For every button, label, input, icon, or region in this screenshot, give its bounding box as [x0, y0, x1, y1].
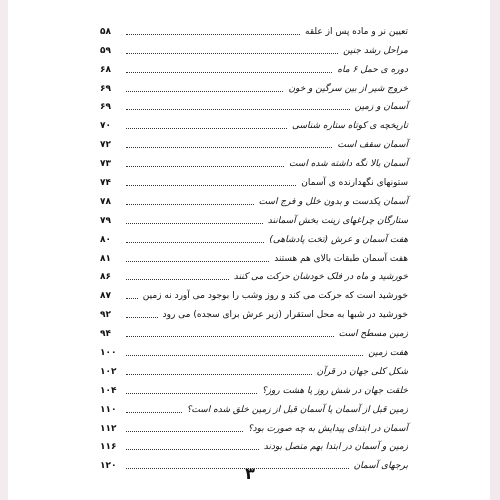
page-edge-left [0, 0, 8, 500]
dot-leader [126, 354, 363, 356]
page-edge-right [490, 0, 500, 500]
toc-entry-page: ۵۹ [100, 45, 111, 56]
toc-entry [100, 283, 408, 302]
dot-leader [126, 108, 350, 110]
toc-entry-page: ۹۲ [100, 310, 111, 321]
dot-leader [126, 203, 254, 205]
toc-entry-title: تاریخچه ی کوتاه ستاره شناسی [291, 121, 408, 132]
toc-entry [100, 132, 408, 151]
toc-entry [100, 208, 408, 227]
toc-entry-page: ۹۴ [100, 329, 111, 340]
toc-entry [100, 38, 408, 57]
toc-entry [100, 19, 408, 38]
toc-entry-title: ستارگان چراغهای زینت بخش آسمانند [267, 215, 408, 226]
toc-entry-title: دوره ی حمل ۶ ماه [337, 64, 408, 75]
toc-entry-page: ۷۸ [100, 196, 111, 207]
toc-entry [100, 151, 408, 170]
toc-entry [100, 416, 408, 435]
toc-entry-page: ۷۳ [100, 159, 111, 170]
dot-leader [126, 448, 259, 450]
toc-entry-title: خروج شیر از بین سرگین و خون [288, 83, 408, 94]
toc-entry-title: آسمان بالا نگه داشته شده است [288, 159, 408, 170]
toc-entry-page: ۸۱ [100, 253, 111, 264]
toc-entry-title: خورشید است که حرکت می کند و روز وشب را بوجود می آورد نه زمین [142, 291, 408, 302]
dot-leader [126, 373, 312, 375]
toc-entry-title: شکل کلی جهان در قرآن [316, 366, 408, 377]
toc-entry-page: ۱۱۰ [100, 404, 117, 415]
dot-leader [126, 278, 229, 280]
toc-entry-page: ۸۰ [100, 234, 111, 245]
toc-entry-title: زمین و آسمان در ابتدا بهم متصل بودند [263, 442, 408, 453]
toc-entry-page: ۶۹ [100, 102, 111, 113]
toc-entry-page: ۱۰۰ [100, 348, 117, 359]
dot-leader [126, 260, 269, 262]
toc-entry-page: ۱۲۰ [100, 461, 117, 472]
toc-entry [100, 378, 408, 397]
toc-entry [100, 227, 408, 246]
toc-entry [100, 321, 408, 340]
toc-entry-page: ۷۹ [100, 215, 111, 226]
toc-entry-title: برجهای آسمان [353, 461, 408, 472]
toc-entry [100, 397, 408, 416]
dot-leader [126, 297, 138, 299]
toc-entry-page: ۱۰۴ [100, 385, 117, 396]
dot-leader [126, 430, 243, 432]
toc-entry-title: آسمان در ابتدای پیدایش به چه صورت بود؟ [247, 423, 408, 434]
toc-entry [100, 57, 408, 76]
toc-entry [100, 76, 408, 95]
dot-leader [126, 222, 263, 224]
dot-leader [126, 392, 257, 394]
toc-entry [100, 170, 408, 189]
table-of-contents [100, 19, 408, 472]
toc-entry-page: ۵۸ [100, 26, 111, 37]
toc-entry-page: ۶۸ [100, 64, 111, 75]
dot-leader [126, 184, 296, 186]
dot-leader [126, 33, 300, 35]
dot-leader [126, 411, 182, 413]
toc-entry-title: آسمان سقف است [337, 140, 408, 151]
toc-entry-page: ۷۴ [100, 178, 111, 189]
toc-entry-page: ۷۲ [100, 140, 111, 151]
toc-entry-page: ۱۰۲ [100, 366, 117, 377]
toc-entry [100, 113, 408, 132]
toc-entry [100, 189, 408, 208]
dot-leader [126, 127, 287, 129]
toc-entry-title: خورشید و ماه در فلک خودشان حرکت می کنند [233, 272, 408, 283]
toc-entry-page: ۸۷ [100, 291, 111, 302]
toc-entry-title: هفت آسمان طبقات بالای هم هستند [274, 253, 408, 264]
toc-entry [100, 359, 408, 378]
toc-entry [100, 95, 408, 114]
dot-leader [126, 335, 334, 337]
toc-entry-page: ۶۹ [100, 83, 111, 94]
toc-entry-title: زمین قبل از آسمان یا آسمان قبل از زمین خلق شده است؟ [186, 404, 408, 415]
toc-entry-page: ۱۱۶ [100, 442, 117, 453]
dot-leader [126, 241, 264, 243]
dot-leader [126, 90, 283, 92]
toc-entry [100, 435, 408, 454]
toc-entry-title: هفت آسمان و عرش (تخت پادشاهی) [269, 234, 408, 245]
dot-leader [126, 165, 284, 167]
toc-entry-page: ۸۶ [100, 272, 111, 283]
toc-entry [100, 265, 408, 284]
dot-leader [126, 146, 332, 148]
toc-entry-title: زمین مسطح است [338, 329, 408, 340]
toc-entry-title: آسمان و زمین [354, 102, 408, 113]
dot-leader [126, 71, 332, 73]
toc-entry-title: هفت زمین [368, 348, 408, 359]
toc-entry-title: تعیین نر و ماده پس از علقه [305, 26, 408, 37]
toc-entry-title: خلقت جهان در شش روز یا هشت روز؟ [261, 385, 408, 396]
toc-entry-title: خورشید در شبها به محل استقرار (زیر عرش برای سجده) می رود [162, 310, 408, 321]
toc-entry-page: ۷۰ [100, 121, 111, 132]
toc-entry [100, 340, 408, 359]
toc-entry-title: ستونهای نگهدارنده ی آسمان [301, 178, 408, 189]
dot-leader [126, 52, 338, 54]
toc-entry [100, 302, 408, 321]
toc-entry-page: ۱۱۲ [100, 423, 117, 434]
dot-leader [126, 316, 158, 318]
page-number: ۳ [245, 464, 255, 483]
toc-entry-title: آسمان یکدست و بدون خلل و فرج است [258, 196, 408, 207]
toc-entry-title: مراحل رشد جنین [343, 45, 408, 56]
toc-entry [100, 246, 408, 265]
